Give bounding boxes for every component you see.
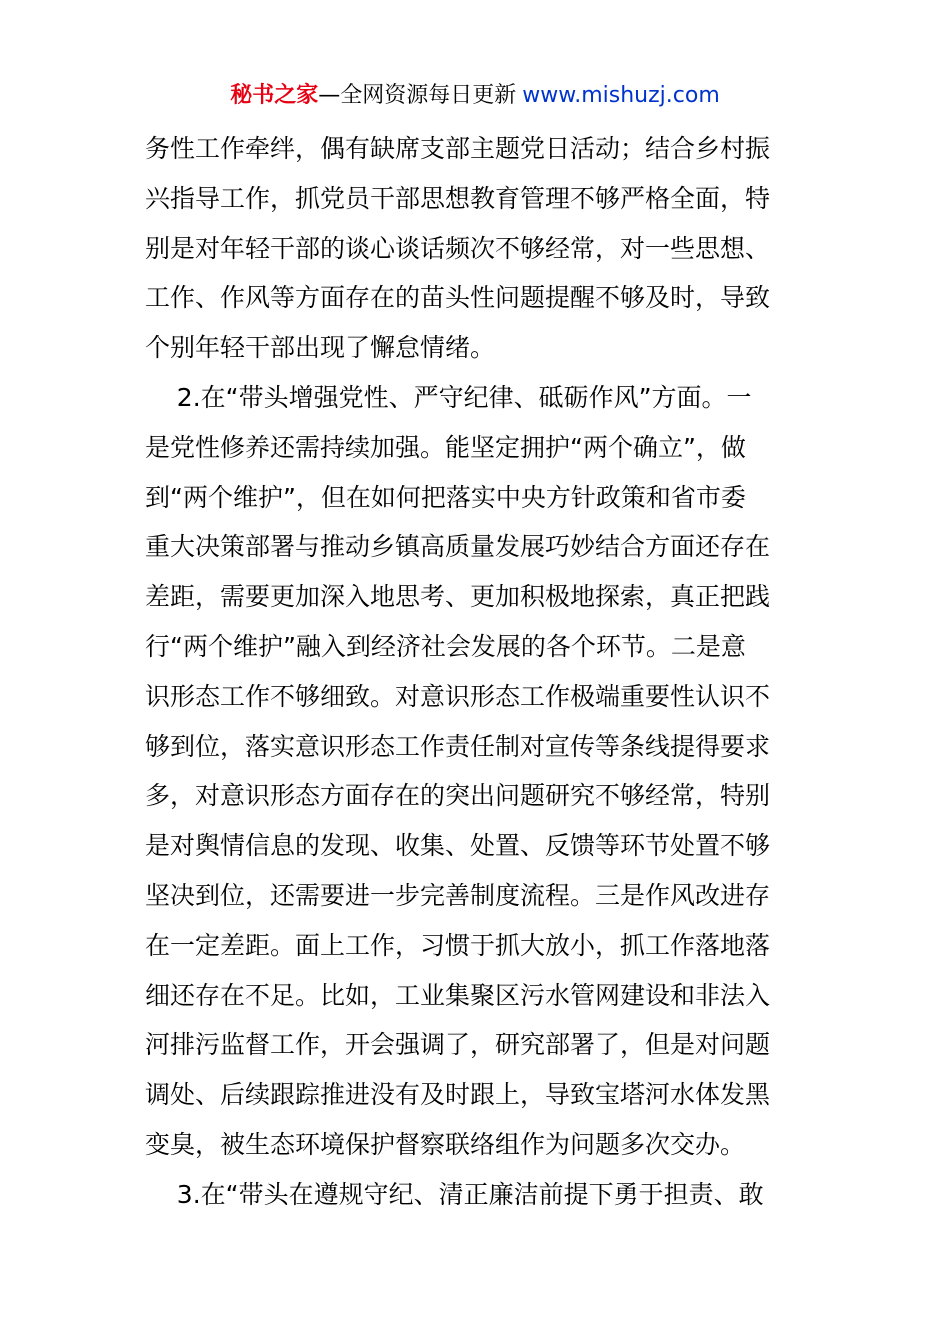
- text-line: 变臭，被生态环境保护督察联络组作为问题多次交办。: [145, 1129, 746, 1159]
- text-line: 2.在“带头增强党性、严守纪律、砥砺作风”方面。一: [145, 382, 752, 412]
- text-line: 行“两个维护”融入到经济社会发展的各个环节。二是意: [145, 631, 746, 661]
- text-line: 务性工作牵绊，偶有缺席支部主题党日活动；结合乡村振: [145, 134, 771, 163]
- document-body: [145, 124, 807, 1220]
- site-header: [0, 80, 950, 112]
- text-line: 工作、作风等方面存在的苗头性问题提醒不够及时，导致: [145, 283, 771, 313]
- text-line: 兴指导工作，抓党员干部思想教育管理不够严格全面，特: [145, 183, 771, 213]
- text-line: 差距，需要更加深入地思考、更加积极地探索，真正把践: [145, 582, 771, 612]
- text-line: 是对舆情信息的发现、收集、处置、反馈等环节处置不够: [145, 831, 771, 861]
- site-name: 秘书之家: [230, 83, 319, 108]
- text-line: 调处、后续跟踪推进没有及时跟上，导致宝塔河水体发黑: [145, 1080, 771, 1110]
- text-line: 重大决策部署与推动乡镇高质量发展巧妙结合方面还存在: [145, 532, 771, 562]
- text-line: 河排污监督工作，开会强调了，研究部署了，但是对问题: [145, 1030, 771, 1060]
- text-line: 识形态工作不够细致。对意识形态工作极端重要性认识不: [145, 681, 771, 711]
- site-tagline: —全网资源每日更新: [318, 83, 517, 108]
- text-line: 细还存在不足。比如，工业集聚区污水管网建设和非法入: [145, 980, 771, 1010]
- text-line: 个别年轻干部出现了懈怠情绪。: [145, 333, 496, 363]
- text-line: 够到位，落实意识形态工作责任制对宣传等条线提得要求: [145, 731, 771, 761]
- text-line: 到“两个维护”，但在如何把落实中央方针政策和省市委: [145, 482, 746, 512]
- text-line: 坚决到位，还需要进一步完善制度流程。三是作风改进存: [145, 880, 771, 910]
- text-line: 多，对意识形态方面存在的突出问题研究不够经常，特别: [145, 781, 771, 811]
- text-line: 别是对年轻干部的谈心谈话频次不够经常，对一些思想、: [145, 233, 771, 263]
- text-line: 是党性修养还需持续加强。能坚定拥护“两个确立”，做: [145, 432, 746, 462]
- text-line: 3.在“带头在遵规守纪、清正廉洁前提下勇于担责、敢: [145, 1179, 764, 1209]
- site-url-link[interactable]: www.mishuzj.com: [522, 83, 720, 108]
- text-line: 在一定差距。面上工作，习惯于抓大放小，抓工作落地落: [145, 930, 771, 960]
